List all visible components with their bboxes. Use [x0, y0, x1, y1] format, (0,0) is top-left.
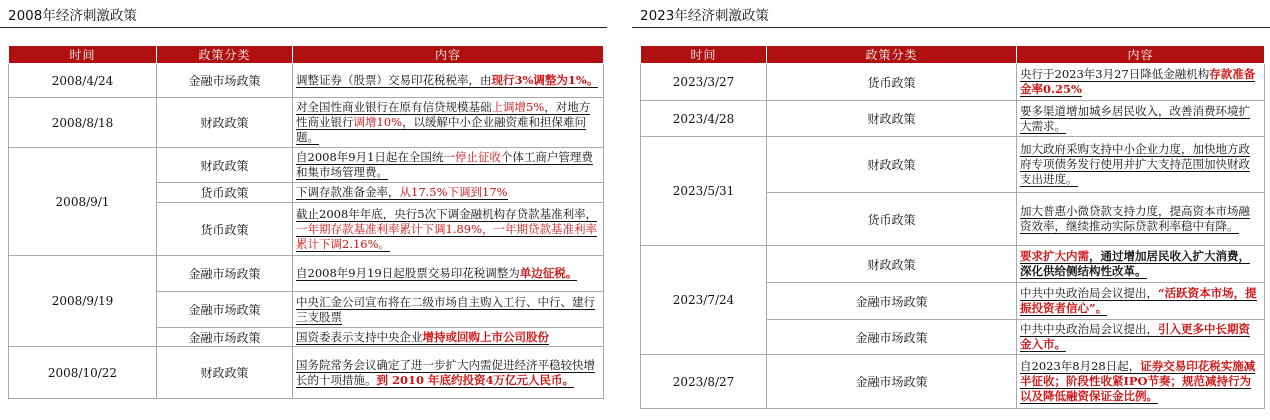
- date-cell: 2008/9/1: [9, 148, 157, 256]
- content-cell: [1017, 355, 1265, 409]
- table-row: [641, 246, 1265, 283]
- table-header-row: [9, 46, 604, 64]
- category-cell: 金融市场政策: [157, 292, 293, 328]
- left-policy-table: [8, 45, 604, 399]
- header-date: 时间: [9, 46, 157, 64]
- table-row: [9, 256, 604, 292]
- content-cell: [293, 328, 604, 347]
- category-cell: 财政政策: [157, 148, 293, 183]
- content-text: 对全国性商业银行在原有信贷规模基础: [296, 100, 492, 114]
- content-text: 加大政府采购支持中小企业力度，加快地方政府专项债务发行使用并扩大支持范围加快财政支出进度。: [1020, 142, 1250, 186]
- content-text: 停止征收: [454, 150, 501, 164]
- content-text: 要多渠道增加城乡居民收入，改善消费环境扩大需求。: [1020, 103, 1250, 133]
- table-row: [641, 137, 1265, 193]
- content-text: 一年期存款基准利率累计下调1.89%，一年期贷款基准利率累计下调2.16%。: [296, 221, 598, 251]
- content-text: 上调增5%: [491, 100, 545, 114]
- content-text: 加大普惠小微贷款支持力度，提高资本市场融资效率，继续推动实际贷款利率稳中有降。: [1020, 204, 1250, 233]
- content-cell: [293, 64, 604, 98]
- content-text: 现行3%调整为1%。: [491, 73, 599, 87]
- content-text: 自2008年9月1日起在全国统一: [296, 150, 455, 164]
- content-text: 国务院常务会议确定了进一步扩大内需促进经济平稳较快增长的十项措施。: [296, 357, 595, 387]
- date-cell: 2023/4/28: [641, 101, 767, 137]
- table-header-row: [641, 46, 1265, 64]
- table-row: [9, 98, 604, 148]
- category-cell: 金融市场政策: [157, 328, 293, 347]
- table-row: [641, 355, 1265, 409]
- content-cell: [1017, 64, 1265, 101]
- category-cell: 金融市场政策: [157, 256, 293, 292]
- category-cell: 财政政策: [157, 98, 293, 148]
- content-text: 要求扩大内需: [1020, 249, 1089, 263]
- right-title-rule: [632, 27, 1270, 28]
- category-cell: 财政政策: [767, 137, 1017, 193]
- date-cell: 2023/8/27: [641, 355, 767, 409]
- left-title-rule: [0, 27, 607, 28]
- category-cell: 货币政策: [767, 193, 1017, 246]
- content-text: 自2023年8月28日起，: [1020, 359, 1141, 373]
- date-cell: 2008/9/19: [9, 256, 157, 347]
- date-cell: 2023/7/24: [641, 246, 767, 355]
- content-cell: [293, 148, 604, 183]
- date-cell: 2023/3/27: [641, 64, 767, 101]
- content-cell: [293, 256, 604, 292]
- category-cell: 金融市场政策: [157, 64, 293, 98]
- content-cell: [1017, 137, 1265, 193]
- table-row: [9, 148, 604, 183]
- content-text: “活跃资本市场，提振投资者信心”。: [1020, 286, 1257, 315]
- content-text: 单边征税。: [519, 266, 578, 280]
- content-text: 调增10%: [353, 115, 403, 129]
- category-cell: 货币政策: [767, 64, 1017, 101]
- category-cell: 财政政策: [157, 347, 293, 399]
- content-text: 中共中央政治局会议提出，: [1020, 286, 1158, 300]
- content-cell: [1017, 320, 1265, 355]
- left-panel-title: 2008年经济刺激政策: [8, 8, 137, 24]
- category-cell: 金融市场政策: [767, 320, 1017, 355]
- content-text: 中共中央政治局会议提出，: [1020, 322, 1158, 336]
- content-cell: [1017, 246, 1265, 283]
- content-text: 截止2008年年底，央行5次下调金融机构存贷款基准利率，: [296, 206, 598, 221]
- content-cell: [293, 292, 604, 328]
- content-cell: [293, 98, 604, 148]
- date-cell: 2008/10/22: [9, 347, 157, 399]
- content-text: 自2008年9月19日起股票交易印花税调整为: [296, 266, 520, 280]
- content-text: 存款准备金率0.25%: [1020, 67, 1256, 96]
- content-cell: [293, 183, 604, 203]
- content-cell: [293, 203, 604, 256]
- header-content: 内容: [1017, 46, 1265, 64]
- category-cell: 金融市场政策: [767, 355, 1017, 409]
- content-text: 个体工商户管理费和集市场管理费。: [296, 150, 593, 179]
- header-category: 政策分类: [157, 46, 293, 64]
- content-text: ，对地方性商业银行: [296, 100, 591, 129]
- content-text: 调整证券（股票）交易印花税税率，由: [296, 73, 492, 87]
- content-text: 证券交易印花税实施减半征收；阶段性收紧IPO节奏；规范减持行为以及降低融资保证金比例。: [1020, 359, 1256, 403]
- header-category: 政策分类: [767, 46, 1017, 64]
- content-text: ，以缓解中小企业融资难和担保难问题。: [296, 115, 587, 144]
- content-cell: [1017, 283, 1265, 320]
- date-cell: 2023/5/31: [641, 137, 767, 246]
- category-cell: 货币政策: [157, 183, 293, 203]
- category-cell: 金融市场政策: [767, 283, 1017, 320]
- content-text: 国资委表示支持中央企业: [296, 329, 423, 344]
- content-cell: [293, 347, 604, 399]
- content-cell: [1017, 101, 1265, 137]
- category-cell: 财政政策: [767, 101, 1017, 137]
- content-text: 下调存款准备金率，: [296, 185, 400, 199]
- table-row: [641, 101, 1265, 137]
- content-text: 引入更多中长期资金入市。: [1020, 322, 1250, 351]
- content-text: 从17.5%下调到17%: [399, 185, 508, 199]
- right-policy-table: [640, 45, 1265, 409]
- category-cell: 货币政策: [157, 203, 293, 256]
- right-panel-title: 2023年经济刺激政策: [640, 8, 769, 24]
- content-text: 中央汇金公司宣布将在二级市场自主购入工行、中行、建行三支股票: [296, 294, 595, 324]
- content-text: 到 2010 年底约投资4万亿元人民币。: [376, 372, 575, 387]
- category-cell: 财政政策: [767, 246, 1017, 283]
- content-text: ，通过增加居民收入扩大消费，深化供给侧结构性改革。: [1020, 249, 1250, 278]
- content-text: 央行于2023年3月27日降低金融机构: [1020, 67, 1210, 81]
- table-row: [9, 347, 604, 399]
- table-row: [641, 64, 1265, 101]
- header-content: 内容: [293, 46, 604, 64]
- header-date: 时间: [641, 46, 767, 64]
- content-cell: [1017, 193, 1265, 246]
- table-row: [9, 64, 604, 98]
- date-cell: 2008/8/18: [9, 98, 157, 148]
- date-cell: 2008/4/24: [9, 64, 157, 98]
- content-text: 增持或回购上市公司股份: [422, 329, 549, 344]
